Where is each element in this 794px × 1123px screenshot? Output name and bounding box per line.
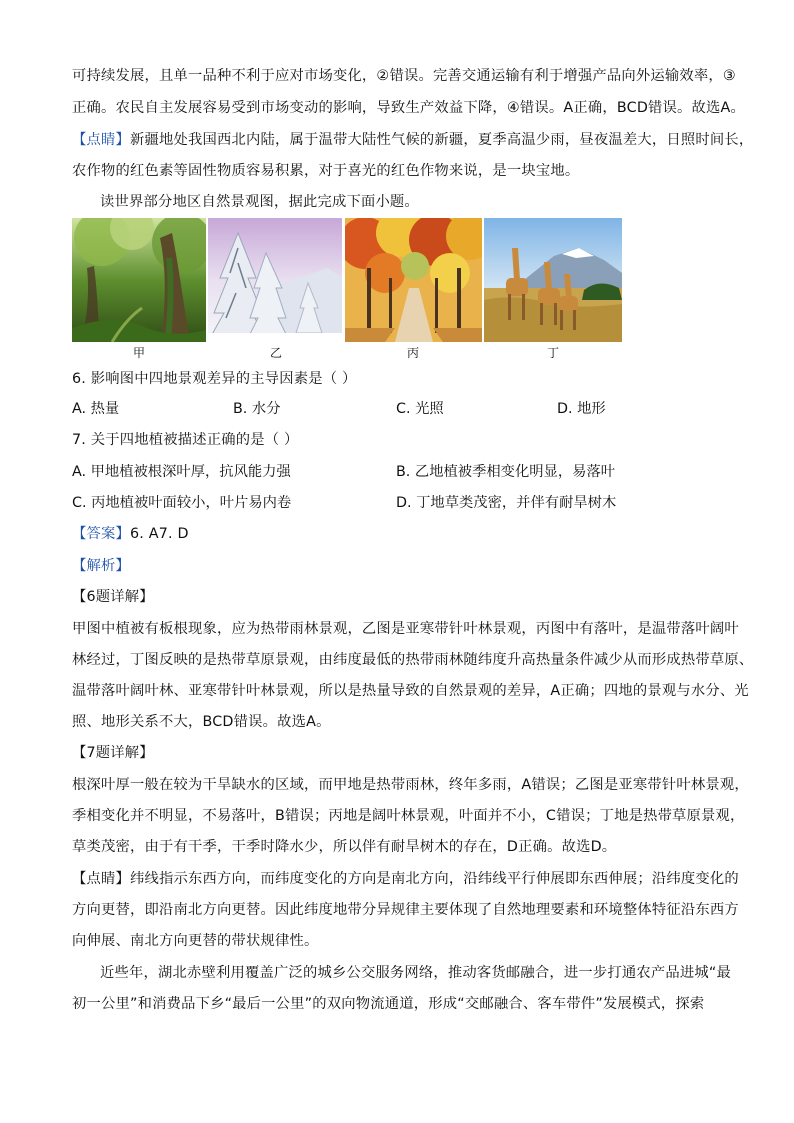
q6-stem: 6. 影响图中四地景观差异的主导因素是（ ） (72, 371, 357, 387)
q6-option-c: C. 光照 (396, 401, 444, 417)
q6-option-d: D. 地形 (557, 401, 606, 417)
dianjing-paragraph (72, 869, 739, 889)
text-line: 林经过，丁图反映的是热带草原景观，由纬度最低的热带雨林随纬度升高热量条件减少从而形成热带草原、 (72, 652, 754, 668)
text-line: 草类茂密，由于有干季，干季时降水少，所以伴有耐旱树木的存在，D正确。故选D。 (72, 839, 617, 855)
photo-rainforest (72, 218, 206, 342)
q7-stem: 7. 关于四地植被描述正确的是（ ） (72, 432, 299, 448)
q7-detail-tag: 【7题详解】 (72, 745, 154, 761)
text-line: 根深叶厚一般在较为干旱缺水的区域，而甲地是热带雨林，终年多雨，A错误；乙图是亚寒带针叶林景观， (72, 777, 749, 793)
q6-option-b: B. 水分 (233, 401, 281, 417)
q7-option-b: B. 乙地植被季相变化明显，易落叶 (396, 464, 616, 480)
photo-caption: 丁 (546, 346, 559, 360)
photo-snow-forest (208, 218, 342, 342)
dianjing-paragraph (72, 130, 754, 150)
jiexi-tag: 【解析】 (72, 558, 130, 574)
text-line: 向伸展、南北方向更替的带状规律性。 (72, 933, 319, 949)
q6-option-a: A. 热量 (72, 401, 120, 417)
q7-option-c: C. 丙地植被叶面较小，叶片易内卷 (72, 495, 292, 511)
text-line: 读世界部分地区自然景观图，据此完成下面小题。 (100, 194, 419, 210)
photo-caption: 乙 (269, 346, 282, 360)
photo-autumn-trees (345, 218, 482, 342)
text-line: 季相变化并不明显，不易落叶，B错误；丙地是阔叶林景观，叶面并不小，C错误；丁地是热带草原景观， (72, 808, 745, 824)
text-line: 甲图中植被有板根现象，应为热带雨林景观，乙图是亚寒带针叶林景观，丙图中有落叶，是温带落叶阔叶 (72, 621, 739, 637)
dianjing-tag: 【点睛】 (72, 871, 130, 887)
photo-savanna-giraffes (484, 218, 622, 342)
text-line: 初一公里”和消费品下乡“最后一公里”的双向物流通道，形成“交邮融合、客车带件”发展模式，探索 (72, 996, 705, 1012)
text-line: 纬线指示东西方向，而纬度变化的方向是南北方向，沿纬线平行伸展即东西伸展；沿纬度变化的 (130, 871, 739, 887)
text-line: 温带落叶阔叶林、亚寒带针叶林景观，所以是热量导致的自然景观的差异，A正确；四地的景观与水分、光 (72, 683, 749, 699)
q7-option-a: A. 甲地植被根深叶厚，抗风能力强 (72, 464, 291, 480)
text-line: 近些年，湖北赤壁利用覆盖广泛的城乡公交服务网络，推动客货邮融合，进一步打通农产品进城“最 (100, 965, 731, 981)
q7-option-d: D. 丁地草类茂密，并伴有耐旱树木 (396, 495, 617, 511)
text-line: 方向更替，即沿南北方向更替。因此纬度地带分异规律主要体现了自然地理要素和环境整体特征沿东西方 (72, 902, 739, 918)
dianjing-tag: 【点睛】 (72, 132, 130, 148)
text-line: 正确。农民自主发展容易受到市场变动的影响，导致生产效益下降，④错误。A正确，BCD错误。故选A。 (72, 100, 745, 116)
text-line: 新疆地处我国西北内陆，属于温带大陆性气候的新疆，夏季高温少雨，昼夜温差大，日照时间长， (130, 132, 754, 148)
photo-caption: 甲 (132, 346, 145, 360)
q6-detail-tag: 【6题详解】 (72, 589, 154, 605)
answer-text: 6. A7. D (130, 526, 189, 542)
text-line: 农作物的红色素等固性物质容易积累，对于喜光的红色作物来说，是一块宝地。 (72, 163, 580, 179)
answer-line (72, 524, 728, 544)
photo-caption: 丙 (406, 346, 419, 360)
text-line: 照、地形关系不大，BCD错误。故选A。 (72, 714, 331, 730)
text-line: 可持续发展，且单一品种不利于应对市场变化，②错误。完善交通运输有利于增强产品向外运输效率，③ (72, 68, 736, 84)
answer-tag: 【答案】 (72, 526, 130, 542)
